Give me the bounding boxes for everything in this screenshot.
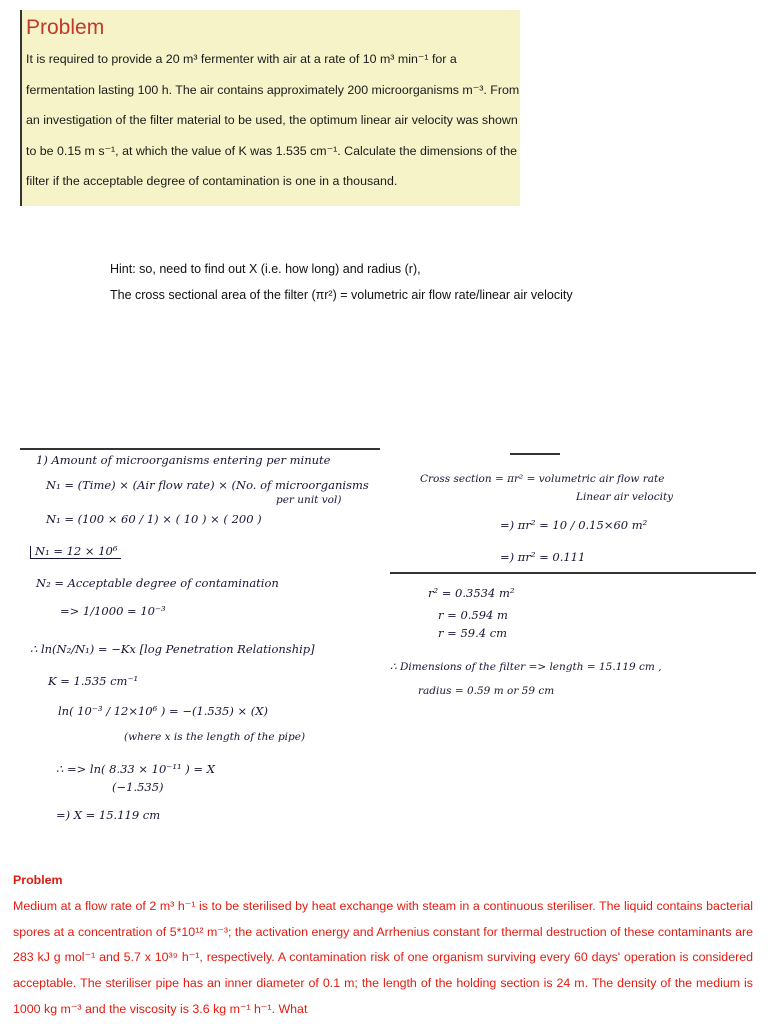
hw-right-line-7: r = 59.4 cm xyxy=(438,626,508,640)
hw-right-line-6: r = 0.594 m xyxy=(438,608,508,622)
hw-left-line-10: (where x is the length of the pipe) xyxy=(124,731,306,743)
hw-left-line-7: ∴ ln(N₂/N₁) = −Kx [log Penetration Relationship] xyxy=(30,642,315,656)
hw-left-line-5: N₂ = Acceptable degree of contamination xyxy=(36,576,279,590)
problem-2-heading: Problem xyxy=(13,873,63,887)
hw-right-line-9: radius = 0.59 m or 59 cm xyxy=(418,685,555,697)
problem-heading: Problem xyxy=(26,16,105,39)
top-rule-left xyxy=(20,448,380,450)
problem-text: It is required to provide a 20 m³ fermenter with air at a rate of 10 m³ min⁻¹ for a fermentation lasting 100 h. The air contains approximately 200 microorganisms m⁻³. From an investigation of the filter material to be used, the optimum linear air velocity was shown to be 0.15 m s⁻¹, at which the value of K was 1.535 cm⁻¹. Calculate the dimensions of the filter if the acceptable degree of contamination is one in a thousand. xyxy=(26,52,520,189)
top-rule-right xyxy=(510,453,560,455)
problem-2-block xyxy=(13,868,753,1023)
hint-block xyxy=(110,256,730,308)
hw-left-line-8: K = 1.535 cm⁻¹ xyxy=(48,674,139,688)
problem-card xyxy=(20,10,520,206)
hint-line-1: Hint: so, need to find out X (i.e. how long) and radius (r), xyxy=(110,262,421,276)
hw-right-line-8: ∴ Dimensions of the filter => length = 15.119 cm , xyxy=(390,661,662,673)
problem-2-text: Medium at a flow rate of 2 m³ h⁻¹ is to be sterilised by heat exchange with steam in a continuous steriliser. The liquid contains bacterial spores at a concentration of 5*10¹² m⁻³; the activation energy and Arrhenius constant for thermal destruction of these contaminants are 283 kJ g mol⁻¹ and 5.7 x 10³⁹ h⁻¹, respectively. A contamination risk of one organism surviving every 60 days' operation is considered acceptable. The steriliser pipe has an inner diameter of 0.1 m; the length of the holding section is 24 m. The density of the medium is 1000 kg m⁻³ and the viscosity is 3.6 kg m⁻¹ h⁻¹. What xyxy=(13,898,753,1016)
hw-left-line-11: ∴ => ln( 8.33 × 10⁻¹¹ ) = X xyxy=(56,762,215,776)
hw-left-line-6: => 1/1000 = 10⁻³ xyxy=(60,604,166,618)
hw-right-line-3: =) πr² = 10 / 0.15×60 m² xyxy=(500,518,648,532)
hw-left-line-3: N₁ = (100 × 60 / 1) × ( 10 ) × ( 200 ) xyxy=(46,512,262,526)
hw-left-line-12: (−1.535) xyxy=(112,780,164,794)
hw-left-line-9: ln( 10⁻³ / 12×10⁶ ) = −(1.535) × (X) xyxy=(58,704,268,718)
hw-right-line-5: r² = 0.3534 m² xyxy=(428,586,515,600)
hint-line-2: The cross sectional area of the filter (πr²) = volumetric air flow rate/linear air velocity xyxy=(110,288,573,302)
hw-left-line-2: N₁ = (Time) × (Air flow rate) × (No. of microorganisms xyxy=(46,478,369,492)
hw-right-line-1: Cross section = πr² = volumetric air flow rate xyxy=(420,473,665,485)
mid-rule-right xyxy=(390,572,756,574)
hw-left-line-1: 1) Amount of microorganisms entering per minute xyxy=(36,453,331,467)
hw-left-line-4: N₁ = 12 × 10⁶ xyxy=(30,546,121,559)
hw-left-line-2b: per unit vol) xyxy=(276,494,342,506)
hw-right-line-2: Linear air velocity xyxy=(576,491,674,503)
hw-left-line-13: =) X = 15.119 cm xyxy=(56,808,161,822)
hw-right-line-4: =) πr² = 0.111 xyxy=(500,550,586,564)
